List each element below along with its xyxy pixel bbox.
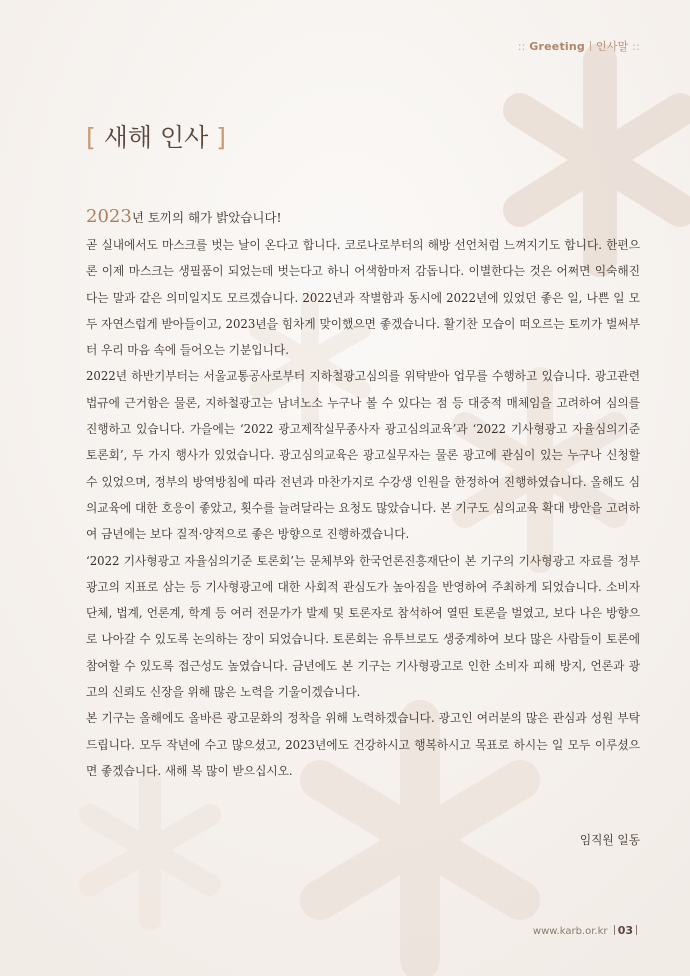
signature: 임직원 일동	[579, 833, 640, 847]
page-footer	[533, 924, 640, 937]
section-header	[518, 38, 640, 54]
title-bracket-open: [	[86, 123, 96, 152]
paragraph: 곧 실내에서도 마스크를 벗는 날이 온다고 합니다. 코로나로부터의 해방 선언처럼 느껴지기도 합니다. 한편으론 이제 마스크는 생필품이 되었는데 벗는다고 하니 어색함마저 감돕니다. 이별한다는 것은 어쩌면 익숙해진다는 말과 같은 의미일지도 모르겠습니다. 2022년과 작별함과 동시에 2022년에 있었던 좋은 일, 나쁜 일 모두 자연스럽게 받아들이고, 2023년을 힘차게 맞이했으면 좋겠습니다. 활기찬 모습이 떠오르는 토끼가 벌써부터 우리 마음 속에 들어오는 기분입니다.	[86, 238, 640, 358]
footer-divider-left	[614, 925, 615, 935]
section-label-en: Greeting	[529, 40, 585, 53]
intro-text: 년 토끼의 해가 밝았습니다!	[131, 210, 282, 225]
title-text: 새해 인사	[103, 123, 209, 152]
header-dots-left: ::	[517, 40, 526, 53]
paragraph: ‘2022 기사형광고 자율심의기준 토론회’는 문체부와 한국언론진흥재단이 본 기구의 기사형광고 자료를 정부광고의 지표로 삼는 등 기사형광고에 대한 사회적 관심도가 높아짐을 반영하여 주최하게 되었습니다. 소비자단체, 법계, 언론계, 학계 등 여러 전문가가 발제 및 토론자로 참석하여 열띤 토론을 벌였고, 보다 나은 방향으로 나아갈 수 있도록 논의하는 장이 되었습니다. 토론회는 유투브로도 생중계하여 보다 많은 사람들이 토론에 참여할 수 있도록 접근성도 높였습니다. 금년에도 본 기구는 기사형광고로 인한 소비자 피해 방지, 언론과 광고의 신뢰도 신장을 위해 많은 노력을 기울이겠습니다.	[86, 553, 640, 700]
paragraph: 2022년 하반기부터는 서울교통공사로부터 지하철광고심의를 위탁받아 업무를 수행하고 있습니다. 광고관련 법규에 근거함은 물론, 지하철광고는 남녀노소 누구나 볼 수 있다는 점 등 대중적 매체임을 고려하여 심의를 진행하고 있습니다. 가을에는 ‘2022 광고제작실무종사자 광고심의교육’과 ‘2022 기사형광고 자율심의기준 토론회’, 두 가지 행사가 있었습니다. 광고심의교육은 광고실무자는 물론 광고에 관심이 있는 누구나 신청할 수 있었으며, 정부의 방역방침에 따라 전년과 마찬가지로 수강생 인원을 한정하여 진행하였습니다. 올해도 심의교육에 대한 호응이 좋았고, 횟수를 늘려달라는 요청도 많았습니다. 본 기구도 심의교육 확대 방안을 고려하여 금년에는 보다 질적·양적으로 좋은 방향으로 진행하겠습니다.	[86, 369, 640, 542]
header-dots-right: ::	[632, 40, 640, 53]
footer-divider-right	[636, 925, 637, 935]
section-label-ko: 인사말	[596, 40, 629, 53]
header-divider	[590, 41, 591, 51]
title-bracket-close: ]	[216, 123, 226, 152]
page-number: 03	[617, 924, 633, 937]
intro-headline	[86, 206, 282, 227]
body-text	[86, 232, 640, 784]
page-title	[86, 118, 226, 154]
footer-url: www.karb.or.kr	[532, 926, 608, 937]
paragraph: 본 기구는 올해에도 올바른 광고문화의 정착을 위해 노력하겠습니다. 광고인 여러분의 많은 관심과 성원 부탁드립니다. 모두 작년에 수고 많으셨고, 2023년에도 건강하시고 행복하시고 목표로 하시는 일 모두 이루셨으면 좋겠습니다. 새해 복 많이 받으십시오.	[86, 711, 640, 778]
intro-year: 2023	[86, 206, 132, 227]
